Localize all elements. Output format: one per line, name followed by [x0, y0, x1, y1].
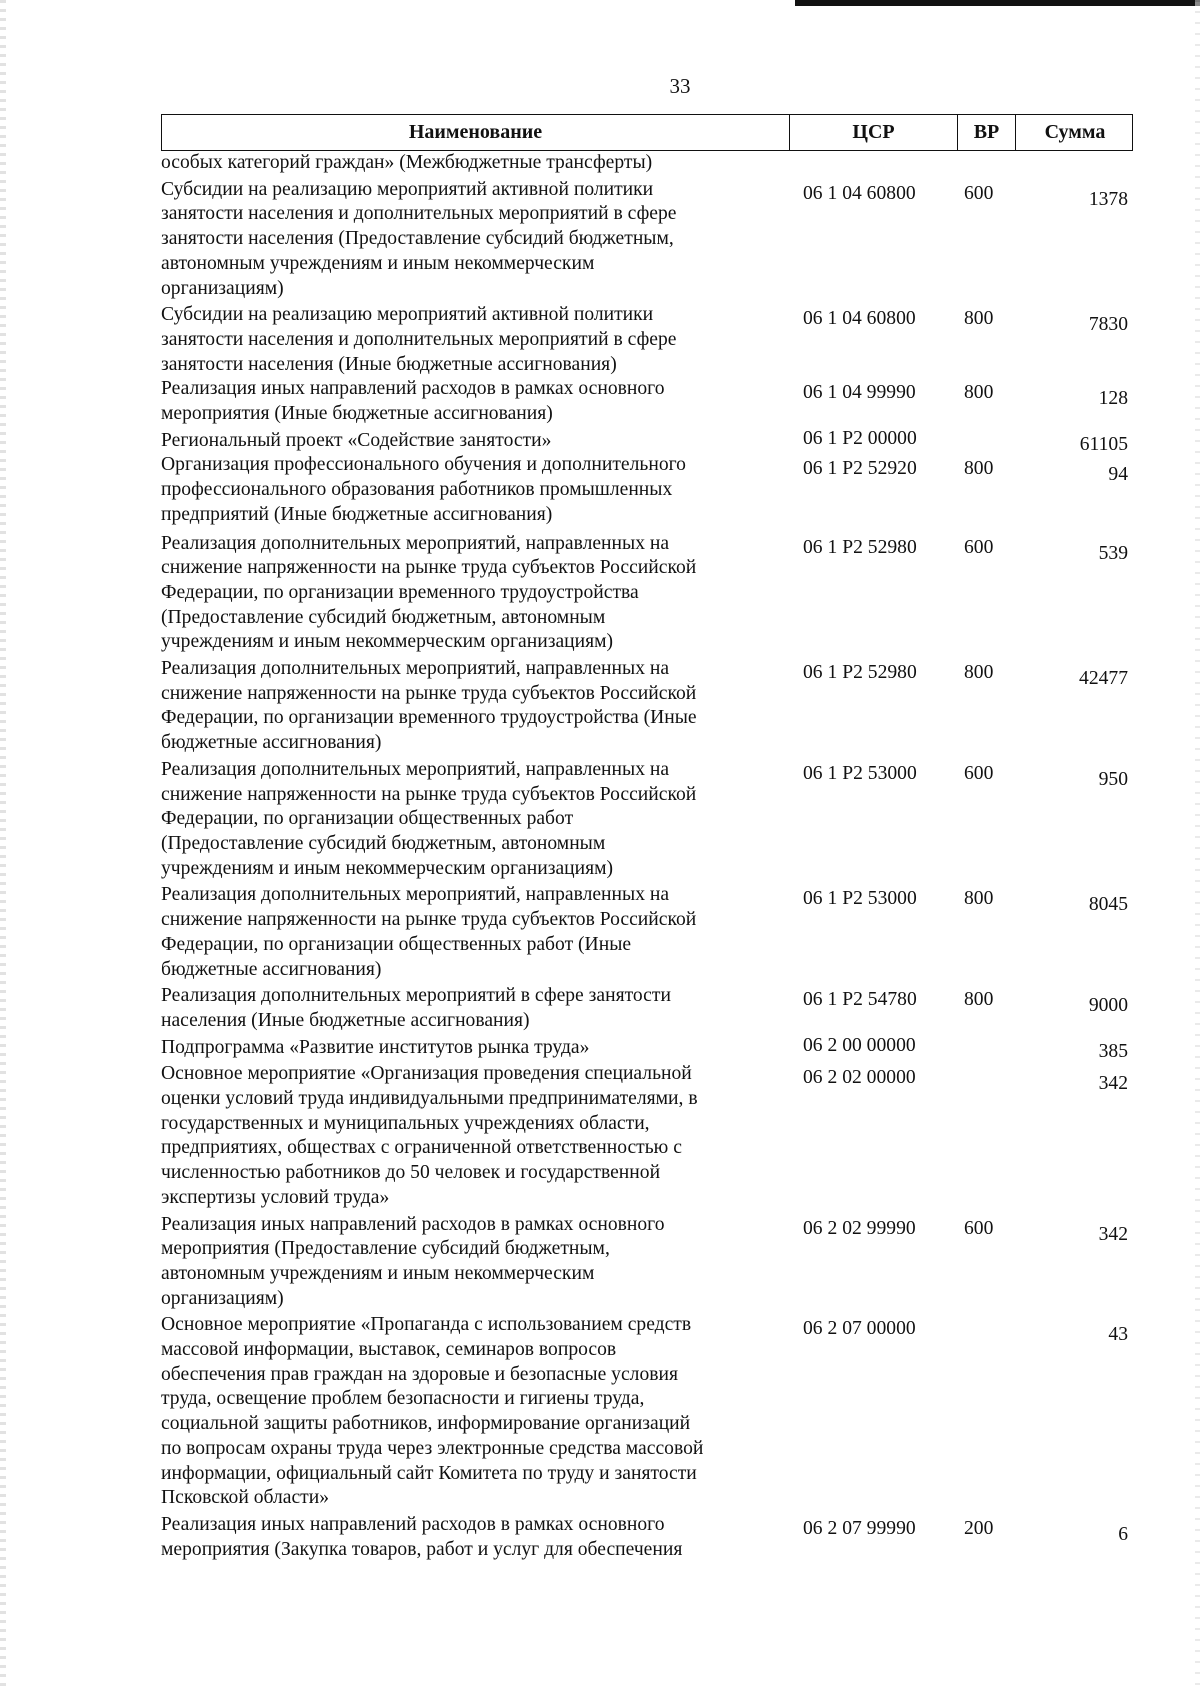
scan-top-rule — [795, 0, 1200, 6]
table-body — [161, 151, 1133, 1562]
header-csr: ЦСР — [789, 115, 957, 150]
row-sum: 128 — [1098, 388, 1128, 410]
row-csr: 06 1 P2 53000 — [803, 888, 917, 910]
row-vr: 800 — [964, 458, 994, 480]
scan-right-edge — [1195, 0, 1200, 1686]
row-csr: 06 1 P2 52980 — [803, 536, 917, 558]
row-sum: 342 — [1098, 1073, 1128, 1095]
table-row — [161, 1513, 1133, 1562]
row-vr: 800 — [964, 382, 994, 404]
row-vr: 800 — [964, 888, 994, 910]
row-vr: 600 — [964, 762, 994, 784]
row-sum: 6 — [1118, 1523, 1128, 1545]
row-csr: 06 1 04 99990 — [803, 382, 916, 404]
row-name: Организация профессионального обучения и дополнительного профессионального образования работников промышленных предприятий (Иные бюджетные ассигнования) — [161, 454, 686, 525]
row-name: Реализация иных направлений расходов в рамках основного мероприятия (Иные бюджетные ассигнования) — [161, 378, 665, 425]
row-csr: 06 1 04 60800 — [803, 182, 916, 204]
table-row — [161, 1313, 1133, 1511]
row-name: Реализация дополнительных мероприятий, направленных на снижение напряженности на рынке труда субъектов Российской Федерации, по организации общественных работ (Предоставление субсидий бюджетным, автономным учреждениям и иным некоммерческим организациям) — [161, 758, 697, 879]
row-csr: 06 2 07 00000 — [803, 1318, 916, 1340]
row-sum: 94 — [1108, 464, 1128, 486]
row-csr: 06 2 02 00000 — [803, 1067, 916, 1089]
table-row — [161, 303, 1133, 377]
row-name: Реализация иных направлений расходов в рамках основного мероприятия (Предоставление субсидий бюджетным, автономным учреждениям и иным некоммерческим организациям) — [161, 1213, 665, 1309]
table-row — [161, 1062, 1133, 1210]
header-name: Наименование — [408, 121, 543, 143]
row-csr: 06 1 P2 00000 — [803, 427, 917, 449]
row-name: Подпрограмма «Развитие институтов рынка труда» — [161, 1036, 590, 1058]
header-sum: Сумма — [1015, 115, 1134, 150]
row-name: Реализация дополнительных мероприятий в сфере занятости населения (Иные бюджетные ассигнования) — [161, 985, 671, 1031]
table-row — [161, 1036, 1133, 1061]
row-sum: 9000 — [1088, 995, 1128, 1017]
row-sum: 43 — [1108, 1324, 1128, 1346]
row-vr: 800 — [964, 989, 994, 1011]
scan-left-edge — [0, 0, 6, 1686]
row-name: Субсидии на реализацию мероприятий активной политики занятости населения и дополнительных мероприятий в сфере занятости населения (Иные бюджетные ассигнования) — [161, 304, 677, 375]
row-sum: 950 — [1098, 768, 1128, 790]
table-row — [161, 883, 1133, 982]
row-sum: 7830 — [1088, 314, 1128, 336]
row-sum: 61105 — [1079, 433, 1128, 455]
row-csr: 06 2 00 00000 — [803, 1034, 916, 1056]
row-sum: 385 — [1098, 1040, 1128, 1062]
row-name: Реализация дополнительных мероприятий, направленных на снижение напряженности на рынке труда субъектов Российской Федерации, по организации временного трудоустройства (Иные бюджетные ассигнования) — [161, 658, 697, 754]
row-vr: 800 — [964, 662, 994, 684]
page-number: 33 — [669, 74, 691, 98]
row-vr: 600 — [964, 1217, 994, 1239]
row-name: Основное мероприятие «Организация проведения специальной оценки условий труда индивидуальными предпринимателями, в государственных и муниципальных учреждениях области, предприятиях, обществах с ограниченной ответственностью с численностью работников до 50 человек и государственной экспертизы условий труда» — [161, 1063, 698, 1208]
row-name: Субсидии на реализацию мероприятий активной политики занятости населения и дополнительных мероприятий в сфере занятости населения (Предоставление субсидий бюджетным, автономным учреждениям и иным некоммерческим организациям) — [161, 178, 677, 299]
header-vr: ВР — [957, 115, 1015, 150]
row-name: особых категорий граждан» (Межбюджетные трансферты) — [161, 152, 653, 173]
row-csr: 06 1 P2 53000 — [803, 762, 917, 784]
table-header — [161, 114, 1133, 151]
row-name: Основное мероприятие «Пропаганда с использованием средств массовой информации, выставок, семинаров вопросов обеспечения прав граждан на здоровые и безопасные условия труда, освещение проблем безопасности и гигиены труда, социальной защиты работников, информирование организаций по вопросам охраны труда через электронные средства массовой информации, официальный сайт Комитета по труду и занятости Псковской области» — [161, 1314, 704, 1509]
table-row — [161, 151, 1133, 176]
table-row — [161, 1213, 1133, 1312]
table-row — [161, 377, 1133, 426]
row-sum: 342 — [1098, 1223, 1128, 1245]
row-csr: 06 2 02 99990 — [803, 1217, 916, 1239]
row-sum: 8045 — [1088, 894, 1128, 916]
row-csr: 06 2 07 99990 — [803, 1517, 916, 1539]
row-csr: 06 1 P2 54780 — [803, 989, 917, 1011]
row-vr: 600 — [964, 182, 994, 204]
row-name: Реализация дополнительных мероприятий, направленных на снижение напряженности на рынке труда субъектов Российской Федерации, по организации общественных работ (Иные бюджетные ассигнования) — [161, 884, 697, 980]
row-name: Реализация иных направлений расходов в рамках основного мероприятия (Закупка товаров, работ и услуг для обеспечения — [161, 1513, 683, 1560]
row-name: Реализация дополнительных мероприятий, направленных на снижение напряженности на рынке труда субъектов Российской Федерации, по организации временного трудоустройства (Предоставление субсидий бюджетным, автономным учреждениям и иным некоммерческим организациям) — [161, 532, 697, 653]
row-csr: 06 1 P2 52920 — [803, 458, 917, 480]
row-vr: 600 — [964, 536, 994, 558]
row-vr: 800 — [964, 308, 994, 330]
row-csr: 06 1 04 60800 — [803, 308, 916, 330]
table-row — [161, 758, 1133, 882]
row-vr: 200 — [964, 1517, 994, 1539]
table-row — [161, 532, 1133, 656]
table-row — [161, 453, 1133, 527]
table-row — [161, 178, 1133, 302]
budget-table — [161, 114, 1133, 1562]
row-name: Региональный проект «Содействие занятости» — [161, 429, 552, 451]
row-csr: 06 1 P2 52980 — [803, 662, 917, 684]
table-row — [161, 429, 1133, 454]
row-sum: 42477 — [1079, 668, 1128, 690]
row-sum: 539 — [1098, 542, 1128, 564]
row-sum: 1378 — [1088, 188, 1128, 210]
table-row — [161, 657, 1133, 756]
table-row — [161, 984, 1133, 1033]
